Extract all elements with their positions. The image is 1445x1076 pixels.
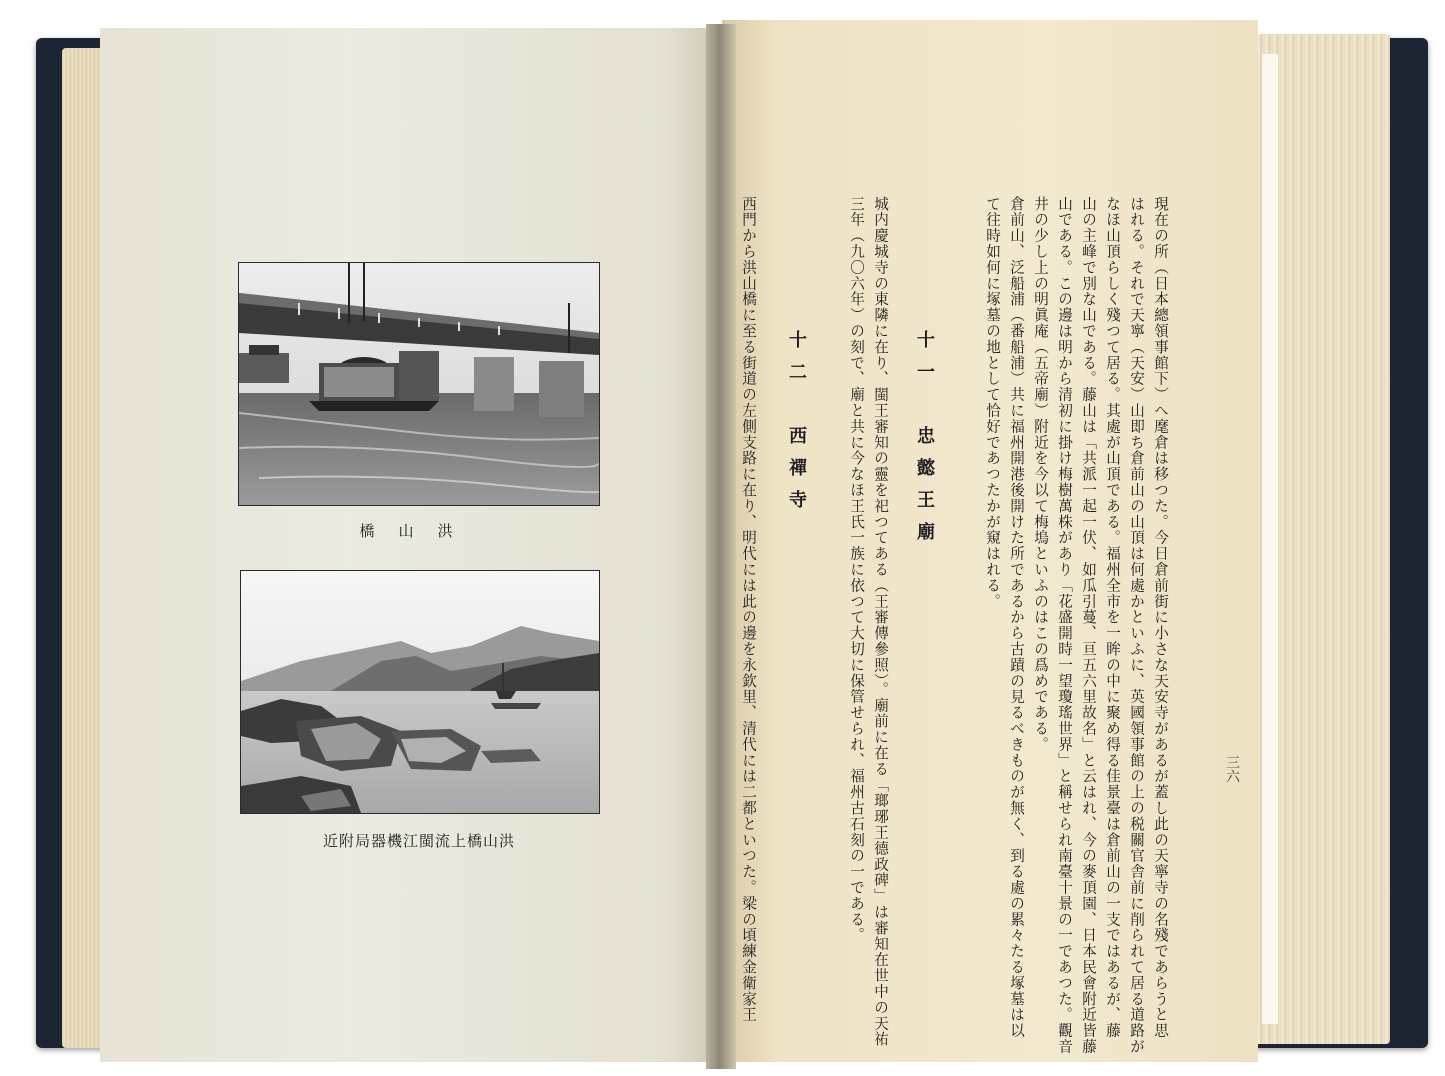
river-photo xyxy=(240,570,600,814)
text-column: はれる。それで天寧（天安）山即ち倉前山の山頂は何處かといふに、英國領事館の上の税關官舎前に削られて居る道路が xyxy=(1128,196,1145,1055)
river-photo-caption: 近附局器機江閩流上橋山洪 xyxy=(322,832,515,850)
text-column: 井の少し上の明眞庵（五帝廟）附近を今以て梅塢といふのはこの爲めである。 xyxy=(1032,196,1049,753)
text-column: 山である。この邊は明から清初に掛け梅樹萬株があり「花盛開時一望瓊瑤世界」と稱せられ南臺十景の一であつた。觀音 xyxy=(1056,196,1073,1055)
bridge-photo-caption: 橋山洪 xyxy=(359,522,477,540)
text-column: 西門から洪山橋に至る街道の左側支路に在り、明代には此の邊を永欽里、清代には二都といつた。梁の頃練金衛家王 xyxy=(740,196,757,1023)
section-heading-11: 十一 忠懿王廟 xyxy=(914,330,935,554)
bridge-photo xyxy=(238,262,600,506)
text-column: 現在の所（日本總領事館下）へ麾倉は移つた。今日倉前街に小さな天安寺があるが蓋し此の天寧寺の名殘であらうと思 xyxy=(1152,196,1169,1039)
right-page-edges xyxy=(1256,34,1390,1044)
page-number: 三六 xyxy=(1224,755,1240,783)
text-column: なほ山頂らしく殘つて居る。其處が山頂である。福州全市を一眸の中に聚め得る佳景臺は倉前山の一支ではあるが、藤 xyxy=(1104,196,1121,1039)
text-column: 倉前山、泛船浦（番船浦）共に福州開港後開けた所であるから古蹟の見るべきものが無く、到る處の累々たる塚墓は以 xyxy=(1008,196,1025,1039)
section-heading-12: 十二 西禪寺 xyxy=(786,330,807,522)
book-gutter xyxy=(706,24,736,1069)
text-column: 三年（九〇六年）の刻で、廟と共に今なほ王氏一族に依つて大切に保管せられ、福州古石刻の一である。 xyxy=(848,196,865,944)
text-column: 山の主峰で別な山である。藤山は「共派一起一伏、如瓜引蔓、亘五六里故名」と云はれ、今の麥頂園、日本民會附近皆藤 xyxy=(1080,196,1097,1055)
left-page xyxy=(100,28,716,1062)
text-column: て往時如何に塚墓の地として恰好であつたかが窺はれる。 xyxy=(984,196,1001,610)
left-page-edges xyxy=(62,48,104,1048)
text-column: 城内慶城寺の東隣に在り、閩王審知の靈を祀つてある（王審傳參照）。廟前に在る「瑯琊王德政碑」は審知在世中の天祐 xyxy=(872,196,889,1048)
